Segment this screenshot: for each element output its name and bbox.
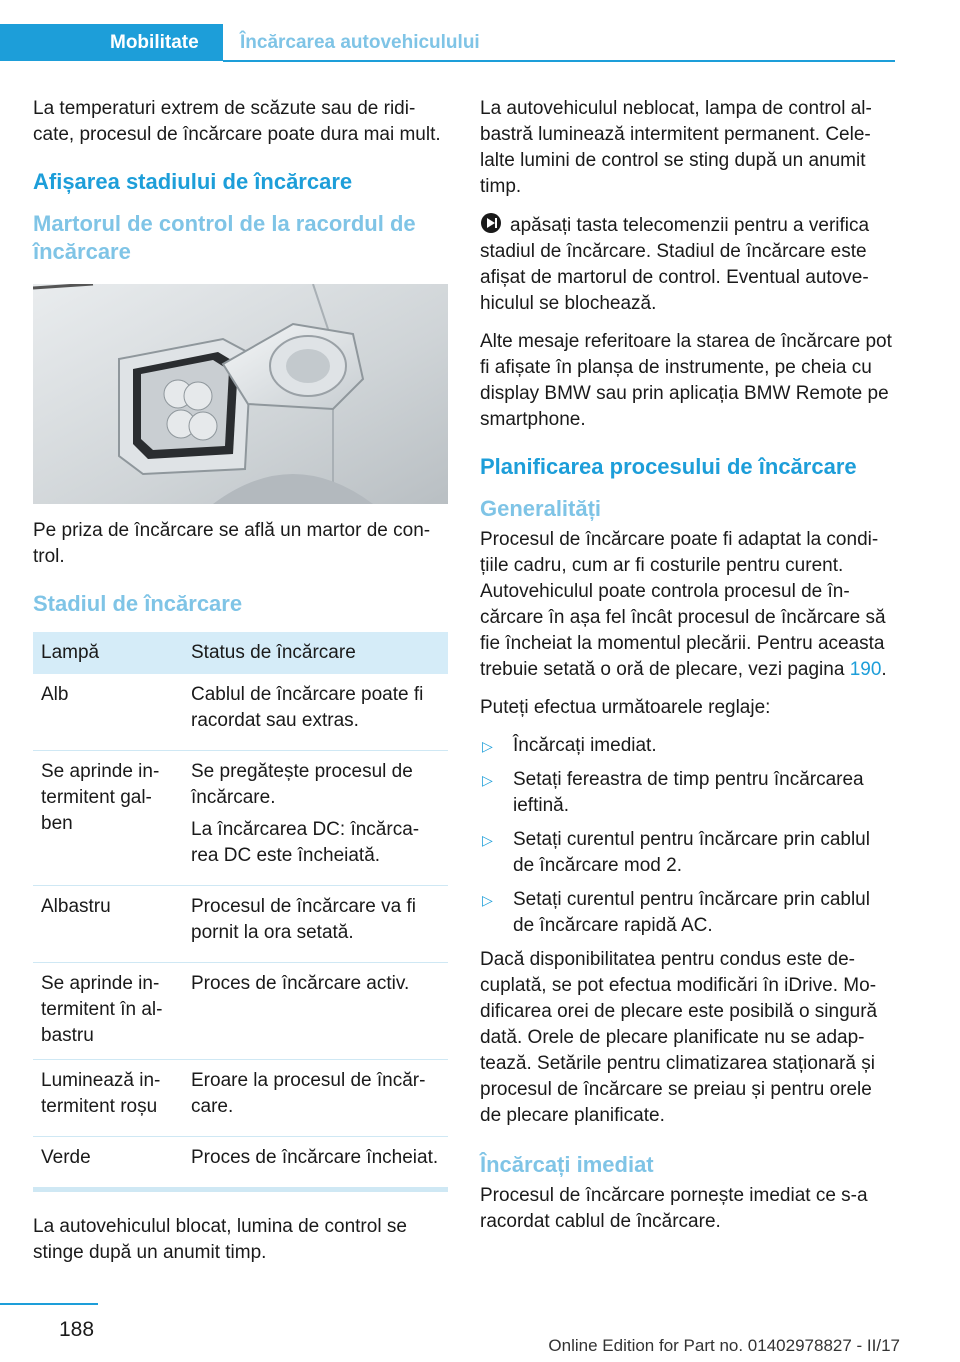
table-row [33, 751, 448, 886]
key-instruction-text: apăsați tasta telecomenzii pentru a verifica stadiul de încărcare. Stadiul de încărcare este afișat de martorul de control. Eventual autovehiculul se blochează. [480, 215, 870, 314]
bullet-triangle-icon: ▷ [482, 738, 493, 754]
status-cell [183, 1137, 448, 1188]
intro-paragraph: La temperaturi extrem de scăzute sau de ridicate, procesul de încărcare poate dura mai mult. [33, 98, 441, 145]
lamp-status-table [33, 632, 448, 1188]
idrive-note: Dacă disponibilitatea pentru condus este decuplată, se pot efectua modificări în iDrive. Modificarea orei de plecare este posibilă o singură dată. Orele de plecare planificate nu se adaptează. Setările pentru climatizarea staționară și procesul de încărcare se preiau și pentru orele de plecare planificate. [480, 949, 878, 1126]
list-item-text: Încărcați imediat. [513, 735, 657, 756]
bullet-triangle-icon: ▷ [482, 772, 493, 788]
table-row [33, 1137, 448, 1188]
status-cell [183, 963, 448, 1060]
general-paragraph [480, 527, 895, 683]
chapter-title[interactable]: Încărcarea autovehiculului [240, 32, 480, 53]
list-item [480, 767, 895, 819]
heading-charge-status: Stadiul de încărcare [33, 591, 243, 616]
status-text: Proces de încărcare activ. [191, 973, 410, 994]
page-reference-link[interactable]: 190 [849, 659, 882, 680]
list-item [480, 733, 895, 759]
bullet-triangle-icon: ▷ [482, 832, 493, 848]
charge-now-text: Procesul de încărcare pornește imediat ce s-a racordat cablul de încărcare. [480, 1185, 868, 1232]
header-rule [223, 60, 895, 62]
table-row [33, 963, 448, 1060]
list-item [480, 887, 895, 939]
heading-charge-now: Încărcați imediat [480, 1152, 654, 1177]
right-column [480, 96, 895, 1247]
lamp-cell: Albastru [33, 886, 183, 963]
lamp-cell: Alb [33, 674, 183, 751]
table-row [33, 674, 448, 751]
list-item [480, 827, 895, 879]
general-text: Procesul de încărcare poate fi adaptat la condițiile cadru, cum ar fi costurile pentru curent. Autovehiculul poate controla procesul de încărcare în așa fel încât procesul de încărcare să fie încheiat la momentul plecării. Pentru aceasta trebuie setată o oră de plecare, vezi pagina [480, 529, 886, 680]
lamp-cell: Se aprinde intermitent în albastru [33, 963, 183, 1060]
heading-planning: Planificarea procesului de încărcare [480, 454, 857, 479]
other-messages: Alte mesaje referitoare la starea de încărcare pot fi afișate în planșa de instrumente, pe cheia cu display BMW sau prin aplicația BMW Remote pe smartphone. [480, 331, 892, 430]
heading-general: Generalități [480, 496, 602, 521]
page-number-rule [0, 1303, 98, 1305]
status-text: La încărcarea DC: încărcarea DC este încheiată. [191, 819, 420, 866]
status-text: Proces de încărcare încheiat. [191, 1147, 439, 1168]
lamp-cell: Luminează intermitent roșu [33, 1060, 183, 1137]
status-cell [183, 1060, 448, 1137]
table-row [33, 886, 448, 963]
status-text: Cablul de încărcare poate fi racordat sau extras. [191, 684, 424, 731]
col-lamp: Lampă [33, 632, 183, 674]
status-cell [183, 751, 448, 886]
col-status: Status de încărcare [183, 632, 448, 674]
status-cell [183, 674, 448, 751]
page-number: 188 [59, 1318, 95, 1341]
lamp-cell: Se aprinde intermitent galben [33, 751, 183, 886]
edition-footer: Online Edition for Part no. 01402978827 - II/17 [548, 1336, 900, 1355]
status-text: Se pregătește procesul de încărcare. [191, 761, 413, 808]
photo-caption: Pe priza de încărcare se află un martor de control. [33, 520, 431, 567]
heading-indicator: Martorul de control de la racordul de încărcare [33, 211, 416, 264]
table-end-rule [33, 1188, 448, 1192]
remote-key-button-icon [480, 212, 502, 234]
status-text: Eroare la procesul de încărcare. [191, 1070, 426, 1117]
lamp-cell: Verde [33, 1137, 183, 1188]
locked-note: La autovehiculul blocat, lumina de control se stinge după un anumit timp. [33, 1216, 407, 1263]
table-row [33, 1060, 448, 1137]
section-tab[interactable]: Mobilitate [110, 32, 199, 53]
heading-display-charge: Afișarea stadiului de încărcare [33, 169, 353, 194]
settings-list [480, 733, 895, 939]
bullet-triangle-icon: ▷ [482, 892, 493, 908]
list-item-text: Setați curentul pentru încărcare prin cablul de încărcare rapidă AC. [513, 889, 870, 936]
status-cell [183, 886, 448, 963]
unlocked-note: La autovehiculul neblocat, lampa de control albastră luminează intermitent permanent. Celelalte lumini de control se sting după un anumit timp. [480, 98, 872, 197]
list-item-text: Setați curentul pentru încărcare prin cablul de încărcare mod 2. [513, 829, 870, 876]
list-item-text: Setați fereastra de timp pentru încărcarea ieftină. [513, 769, 864, 816]
table-header-row [33, 632, 448, 674]
general-end: . [881, 659, 887, 680]
key-instruction [480, 212, 895, 317]
status-text: Procesul de încărcare va fi pornit la ora setată. [191, 896, 416, 943]
charging-port-photo [33, 284, 448, 504]
settings-intro: Puteți efectua următoarele reglaje: [480, 697, 771, 718]
left-column [33, 96, 448, 1278]
